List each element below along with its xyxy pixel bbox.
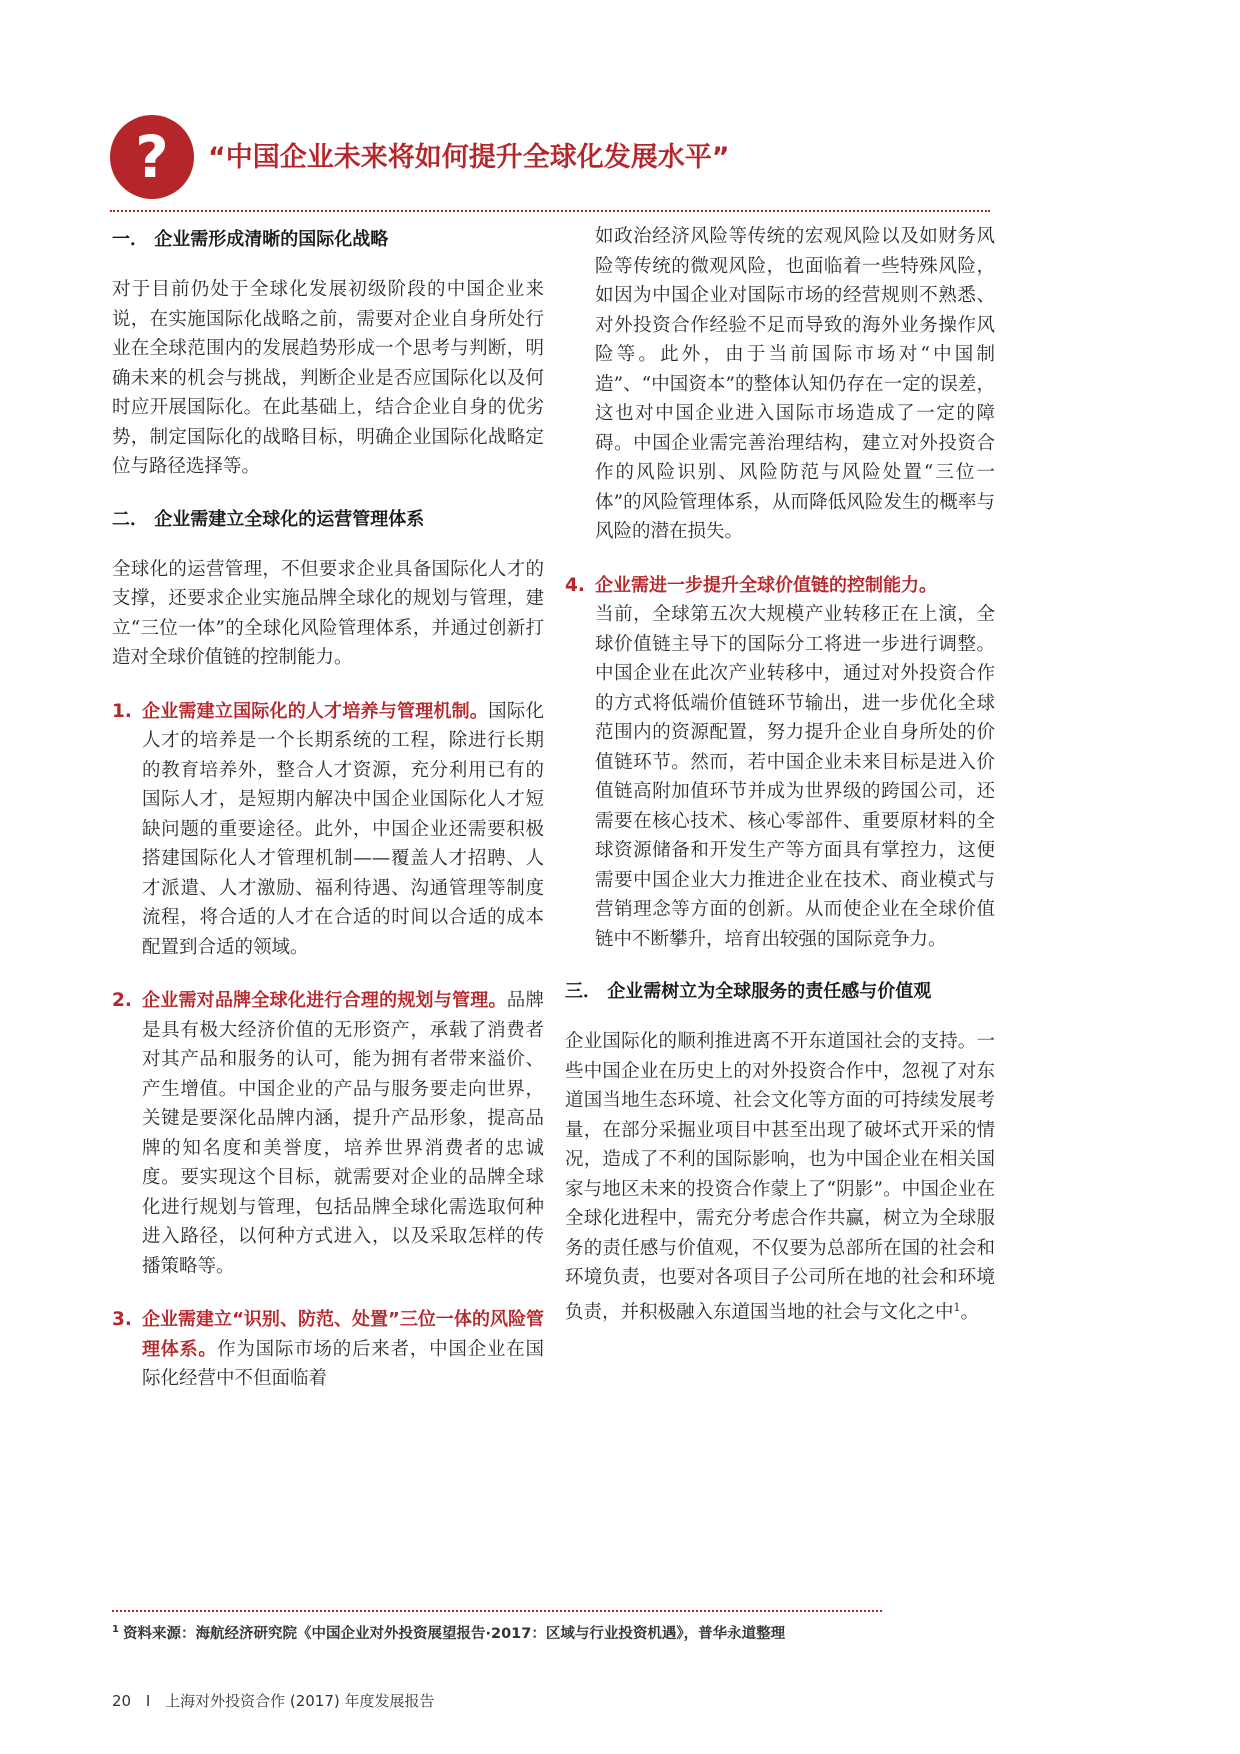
section-1-heading: 一． 企业需形成清晰的国际化战略: [112, 229, 389, 250]
footnote-text: 资料来源：海航经济研究院《中国企业对外投资展望报告·2017：区域与行业投资机遇》，普华永道整理: [122, 1626, 786, 1642]
list-item-1: [112, 697, 544, 963]
left-column: [112, 226, 544, 1418]
list-item-4: [565, 571, 995, 955]
section-2-paragraph: 全球化的运营管理，不但要求企业具备国际化人才的支撑，还要求企业实施品牌全球化的规划与管理，建立“三位一体”的全球化风险管理体系，并通过创新打造对全球价值链的控制能力。: [112, 558, 544, 668]
section-3-heading: 三． 企业需树立为全球服务的责任感与价值观: [565, 981, 932, 1002]
list-item-lead: 企业需进一步提升全球价值链的控制能力。: [595, 574, 937, 596]
section-2-heading: 二． 企业需建立全球化的运营管理体系: [112, 508, 425, 530]
section-3-paragraph: 企业国际化的顺利推进离不开东道国社会的支持。一些中国企业在历史上的对外投资合作中，忽视了对东道国当地生态环境、社会文化等方面的可持续发展考量，在部分采掘业项目中甚至出现了破坏式开采的情况，造成了不利的国际影响，也为中国企业在相关国家与地区未来的投资合作蒙上了“阴影”。中国企业在全球化进程中，需充分考虑合作共赢，树立为全球服务的责任感与价值观，不仅要为总部所在国的社会和环境负责，也要对各项目子公司所在地的社会和环境负责，并积极融入东道国当地的社会与文化之中$^1$。: [565, 1031, 995, 1323]
page-header: [110, 115, 990, 205]
list-item-text: 如政治经济风险等传统的宏观风险以及如财务风险等传统的微观风险，也面临着一些特殊风险，如因为中国企业对国际市场的经营规则不熟悉、对外投资合作经验不足而导致的海外业务操作风险等。此外，由于当前国际市场对“中国制造”、“中国资本”的整体认知仍存在一定的误差，这也对中国企业进入国际市场造成了一定的障碍。中国企业需完善治理结构，建立对外投资合作的风险识别、风险防范与风险处置“三位一体”的风险管理体系，从而降低风险发生的概率与风险的潜在损失。: [595, 226, 995, 542]
header-divider: [110, 210, 990, 212]
list-item-text: 当前，全球第五次大规模产业转移正在上演，全球价值链主导下的国际分工将进一步进行调整。中国企业在此次产业转移中，通过对外投资合作的方式将低端价值链环节输出，进一步优化全球范围内的资源配置，努力提升企业自身所处的价值链环节。然而，若中国企业未来目标是进入价值链高附加值环节并成为世界级的跨国公司，还需要在核心技术、核心零部件、重要原材料的全球资源储备和开发生产等方面具有掌控力，这便需要中国企业大力推进企业在技术、商业模式与营销理念等方面的创新。从而使企业在全球价值链中不断攀升，培育出较强的国际竞争力。: [595, 604, 995, 950]
page-number: 20: [112, 1692, 132, 1710]
question-icon: ?: [110, 115, 194, 199]
page-title: “中国企业未来将如何提升全球化发展水平”: [208, 142, 730, 173]
list-item-3: [112, 1305, 544, 1394]
list-item-2: [112, 986, 544, 1281]
footnote-divider: [112, 1610, 882, 1612]
list-item-lead: 企业需建立国际化的人才培养与管理机制。: [142, 700, 489, 722]
list-number: 2.: [112, 990, 132, 1011]
list-item-3-continued: [565, 222, 995, 547]
right-column: [565, 222, 995, 1351]
footer-separator: I: [145, 1692, 151, 1710]
list-item-text: 作为国际市场的后来者，中国企业在国际化经营中不但面临着: [142, 1338, 544, 1389]
list-number: 3.: [112, 1309, 132, 1330]
list-number: 1.: [112, 700, 132, 722]
page-footer: [112, 1690, 445, 1711]
footnote-marker: 1: [112, 1624, 119, 1636]
footnote: [112, 1622, 785, 1643]
list-item-text: 国际化人才的培养是一个长期系统的工程，除进行长期的教育培养外，整合人才资源，充分利用已有的国际人才，是短期内解决中国企业国际化人才短缺问题的重要途径。此外，中国企业还需要积极搭建国际化人才管理机制——覆盖人才招聘、人才派遣、人才激励、福利待遇、沟通管理等制度流程，将合适的人才在合适的时间以合适的成本配置到合适的领域。: [142, 700, 544, 958]
report-title: 上海对外投资合作 (2017) 年度发展报告: [165, 1692, 435, 1710]
list-item-lead: 企业需建立“识别、防范、处置”三位一体的风险管理体系。: [142, 1309, 544, 1360]
footnote-ref: 1: [953, 1300, 961, 1314]
list-item-lead: 企业需对品牌全球化进行合理的规划与管理。: [142, 990, 507, 1011]
section-1-paragraph: 对于目前仍处于全球化发展初级阶段的中国企业来说，在实施国际化战略之前，需要对企业自身所处行业在全球范围内的发展趋势形成一个思考与判断，明确未来的机会与挑战，判断企业是否应国际化以及何时应开展国际化。在此基础上，结合企业自身的优劣势，制定国际化的战略目标，明确企业国际化战略定位与路径选择等。: [112, 279, 544, 477]
list-number: 4.: [565, 574, 585, 596]
list-item-text: 品牌是具有极大经济价值的无形资产，承载了消费者对其产品和服务的认可，能为拥有者带来溢价、产生增值。中国企业的产品与服务要走向世界，关键是要深化品牌内涵，提升产品形象，提高品牌的知名度和美誉度，培养世界消费者的忠诚度。要实现这个目标，就需要对企业的品牌全球化进行规划与管理，包括品牌全球化需选取何种进入路径，以何种方式进入，以及采取怎样的传播策略等。: [142, 990, 544, 1277]
